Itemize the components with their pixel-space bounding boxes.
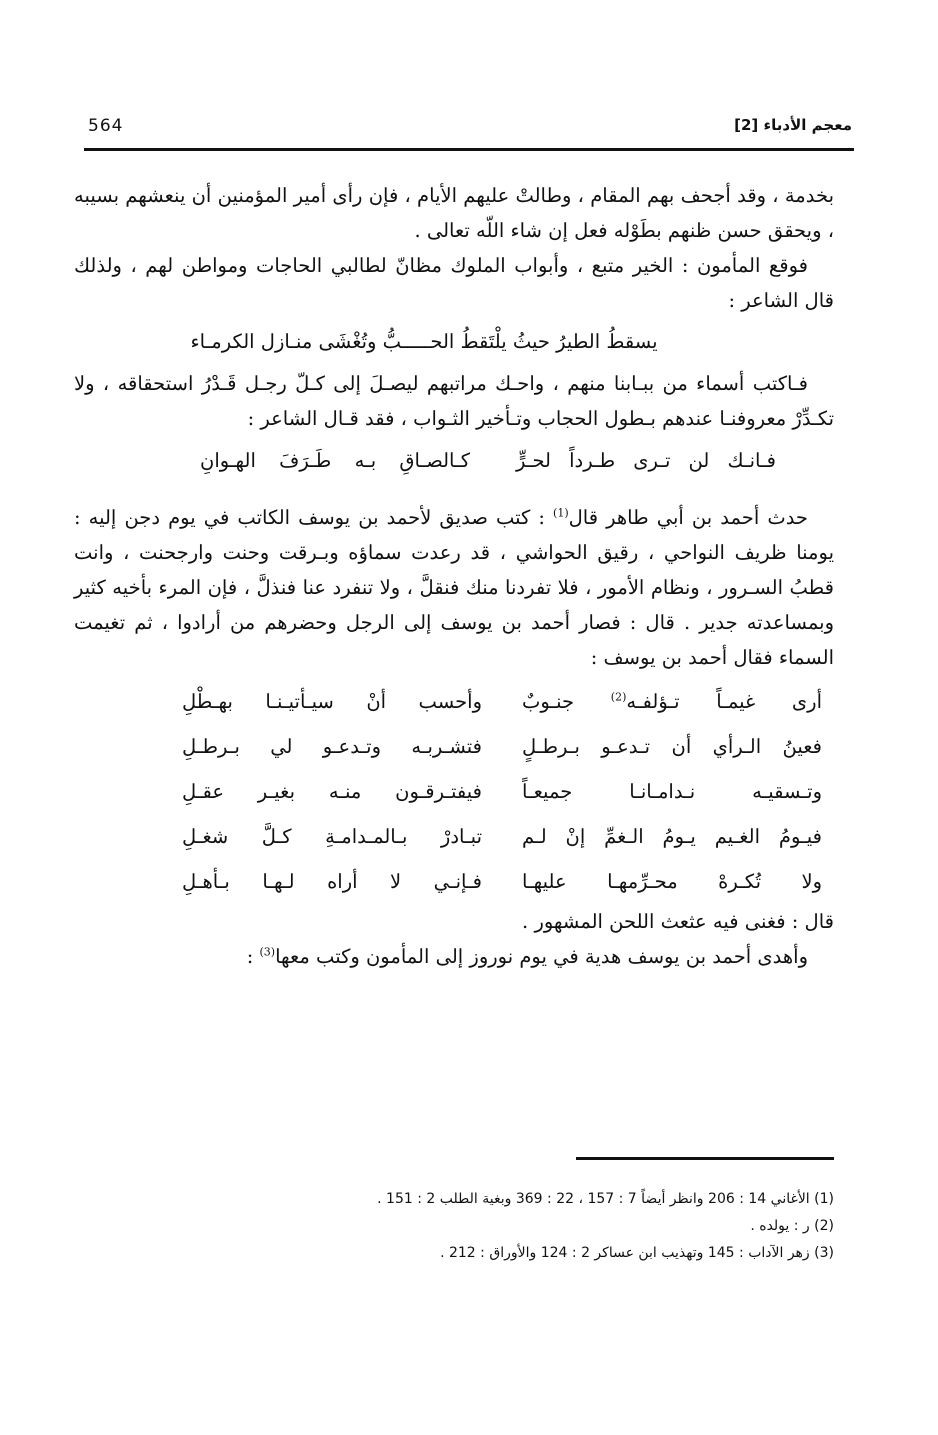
main-text [74, 178, 834, 974]
poem-hemistich-second: وأحسب أنْ سيـأتيـنـا بهـطْلِ [182, 690, 482, 713]
poem-hemistich-first [522, 679, 822, 724]
footnote-2: (2) ر : يولده . [750, 1218, 834, 1234]
poem-text-end: جنـوبٌ [522, 690, 611, 713]
poem-hemistich-first: فيـومُ الغـيم يـومُ الـغمِّ إنْ لـم [522, 825, 822, 848]
verse-single-1: يسقطُ الطيرُ حيثُ يلْتَقطُ الحـــــبُّ وتُغْشَى منـازل الكرمـاء [190, 330, 658, 353]
paragraph-4-start: حدث أحمد بن أبي طاهر قال [568, 506, 808, 529]
poem-verse [74, 814, 834, 859]
paragraph-1: بخدمة ، وقد أجحف بهم المقام ، وطالتْ عليهم الأيام ، فإن رأى أمير المؤمنين أن ينعشهم بسيبه ، ويحقق حسن ظنهم بطَوْله فعل إن شاء اللّه تعالى . [74, 184, 834, 242]
poem-verse [74, 769, 834, 814]
poem-verse [74, 859, 834, 904]
paragraph-6-end: : [246, 945, 260, 968]
verse-couplet-2 [74, 436, 834, 486]
page-number: 564 [88, 116, 124, 136]
paragraph-4 [74, 500, 834, 675]
poem-verse [74, 724, 834, 769]
running-title: معجم الأدباء [2] [734, 116, 852, 134]
poem-text: أرى غيمـاً تـؤلفـه [626, 690, 822, 713]
poem-hemistich-second: فيفتـرقـون منـه بغيـر عقـلِ [182, 780, 482, 803]
verse-hemistich-second: كـالصـاقِ بـه طَـرَفَ الهـوانِ [200, 449, 470, 472]
poem-hemistich-second: فتشـربـه وتـدعـو لي بـرطـلِ [182, 735, 482, 758]
poem [74, 679, 834, 904]
poem-hemistich-first: ولا تُكـرهْ محـرِّمهـا عليهـا [522, 870, 822, 893]
page-header [84, 116, 854, 151]
footnote-1: (1) الأغاني 14 : 206 وانظر أيضاً 7 : 157 ، 22 : 369 وبغية الطلب 2 : 151 . [377, 1191, 834, 1207]
paragraph-6-start: وأهدى أحمد بن يوسف هدية في يوم نوروز إلى المأمون وكتب معها [275, 945, 808, 968]
footnote-ref-1: (1) [553, 506, 569, 520]
poem-hemistich-second: تبـادرْ بـالمـدامـةِ كـلَّ شغـلِ [182, 825, 482, 848]
poem-hemistich-second: فـإنـي لا أراه لـهـا بـأهـلِ [182, 870, 482, 893]
paragraph-4-rest: : كتب صديق لأحمد بن يوسف الكاتب في يوم دجن إليه : يومنا ظريف النواحي ، رقيق الحواشي ، قد رعدت سماؤه وبـرقت وحنت وارجحنت ، وانت قطبُ السـرور ، ونظام الأمور ، فلا تفردنا منك فنقلَّ ، ولا تنفرد عنا فنذلَّ ، فإن المرء بأخيه كثير وبمساعدته جدير . قال : فصار أحمد بن يوسف إلى الرجل وحضرهم من أرادوا ، ثم تغيمت السماء فقال أحمد بن يوسف : [74, 506, 835, 669]
paragraph-3: فـاكتب أسماء من ببـابنا منهم ، واحـك مراتبهم ليصـلَ إلى كـلّ رجـل قَـدْرُ استحقاقه ، ولا تكـدِّرْ معروفنـا عندهم بـطول الحجاب وتـأخير الثـواب ، فقد قـال الشاعر : [74, 372, 834, 430]
poem-hemistich-first: فعينُ الـرأي أن تـدعـو بـرطـلٍ [522, 735, 822, 758]
paragraph-6 [74, 939, 834, 974]
paragraph-5: قال : فغنى فيه عثعث اللحن المشهور . [522, 910, 834, 933]
poem-hemistich-first: وتـسقيـه نـدامـانـا جميعـاً [522, 780, 822, 803]
poem-verse [74, 679, 834, 724]
footnotes [74, 1186, 834, 1267]
footnote-separator [576, 1157, 834, 1160]
footnote-ref-3: (3) [259, 945, 276, 959]
paragraph-2: فوقع المأمون : الخير متبع ، وأبواب الملوك مظانّ لطالبي الحاجات ومواطن لهم ، ولذلك قال الشاعر : [74, 254, 834, 312]
footnote-3: (3) زهر الآداب : 145 وتهذيب ابن عساكر 2 : 124 والأوراق : 212 . [440, 1245, 834, 1261]
verse-hemistich-first: فـانـك لن تـرى طـرداً لحـرٍّ [516, 449, 776, 472]
footnote-ref-2: (2) [610, 690, 627, 704]
